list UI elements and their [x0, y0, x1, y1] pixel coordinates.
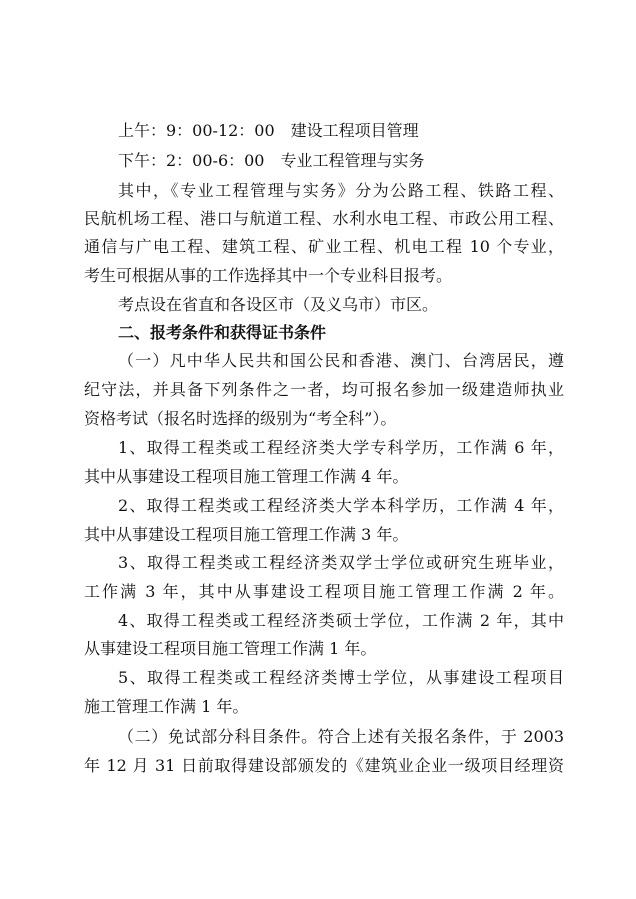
- list-item-1: 1、取得工程类或工程经济类大学专科学历，工作满 6 年，: [118, 438, 564, 457]
- schedule-morning: 上午：9：00-12：00 建设工程项目管理: [118, 121, 419, 140]
- paragraph-line: 民航机场工程、港口与航道工程、水利水电工程、市政公用工程、: [84, 209, 564, 228]
- list-item-4-cont: 从事建设工程项目施工管理工作满 1 年。: [84, 639, 377, 658]
- paragraph-line: 纪守法，并具备下列条件之一者，均可报名参加一级建造师执业: [84, 380, 564, 399]
- paragraph-line: 资格考试（报名时选择的级别为“考全科”）。: [84, 409, 397, 428]
- list-item-2: 2、取得工程类或工程经济类大学本科学历，工作满 4 年，: [118, 496, 564, 515]
- paragraph-line: 考点设在省直和各设区市（及义乌市）市区。: [118, 295, 439, 314]
- schedule-afternoon: 下午：2：00-6：00 专业工程管理与实务: [118, 151, 425, 170]
- list-item-1-cont: 其中从事建设工程项目施工管理工作满 4 年。: [84, 467, 409, 486]
- paragraph-line: 其中，《专业工程管理与实务》分为公路工程、铁路工程、: [118, 181, 564, 200]
- paragraph-line: （一）凡中华人民共和国公民和香港、澳门、台湾居民，遵: [118, 351, 564, 370]
- list-item-3: 3、取得工程类或工程经济类双学士学位或研究生班毕业，: [118, 553, 564, 572]
- paragraph-line: （二）免试部分科目条件。符合上述有关报名条件，于 2003: [118, 727, 564, 746]
- paragraph-line: 通信与广电工程、建筑工程、矿业工程、机电工程 10 个专业，: [84, 237, 564, 256]
- list-item-5-cont: 施工管理工作满 1 年。: [84, 697, 249, 716]
- paragraph-line: 年 12 月 31 日前取得建设部颁发的《建筑业企业一级项目经理资: [84, 756, 564, 775]
- list-item-4: 4、取得工程类或工程经济类硕士学位，工作满 2 年，其中: [118, 611, 564, 630]
- list-item-3-cont: 工作满 3 年，其中从事建设工程项目施工管理工作满 2 年。: [84, 582, 564, 601]
- paragraph-line: 考生可根据从事的工作选择其中一个专业科目报考。: [84, 266, 453, 285]
- list-item-2-cont: 其中从事建设工程项目施工管理工作满 3 年。: [84, 525, 409, 544]
- section-heading: 二、报考条件和获得证书条件: [118, 323, 327, 342]
- list-item-5: 5、取得工程类或工程经济类博士学位，从事建设工程项目: [118, 668, 564, 687]
